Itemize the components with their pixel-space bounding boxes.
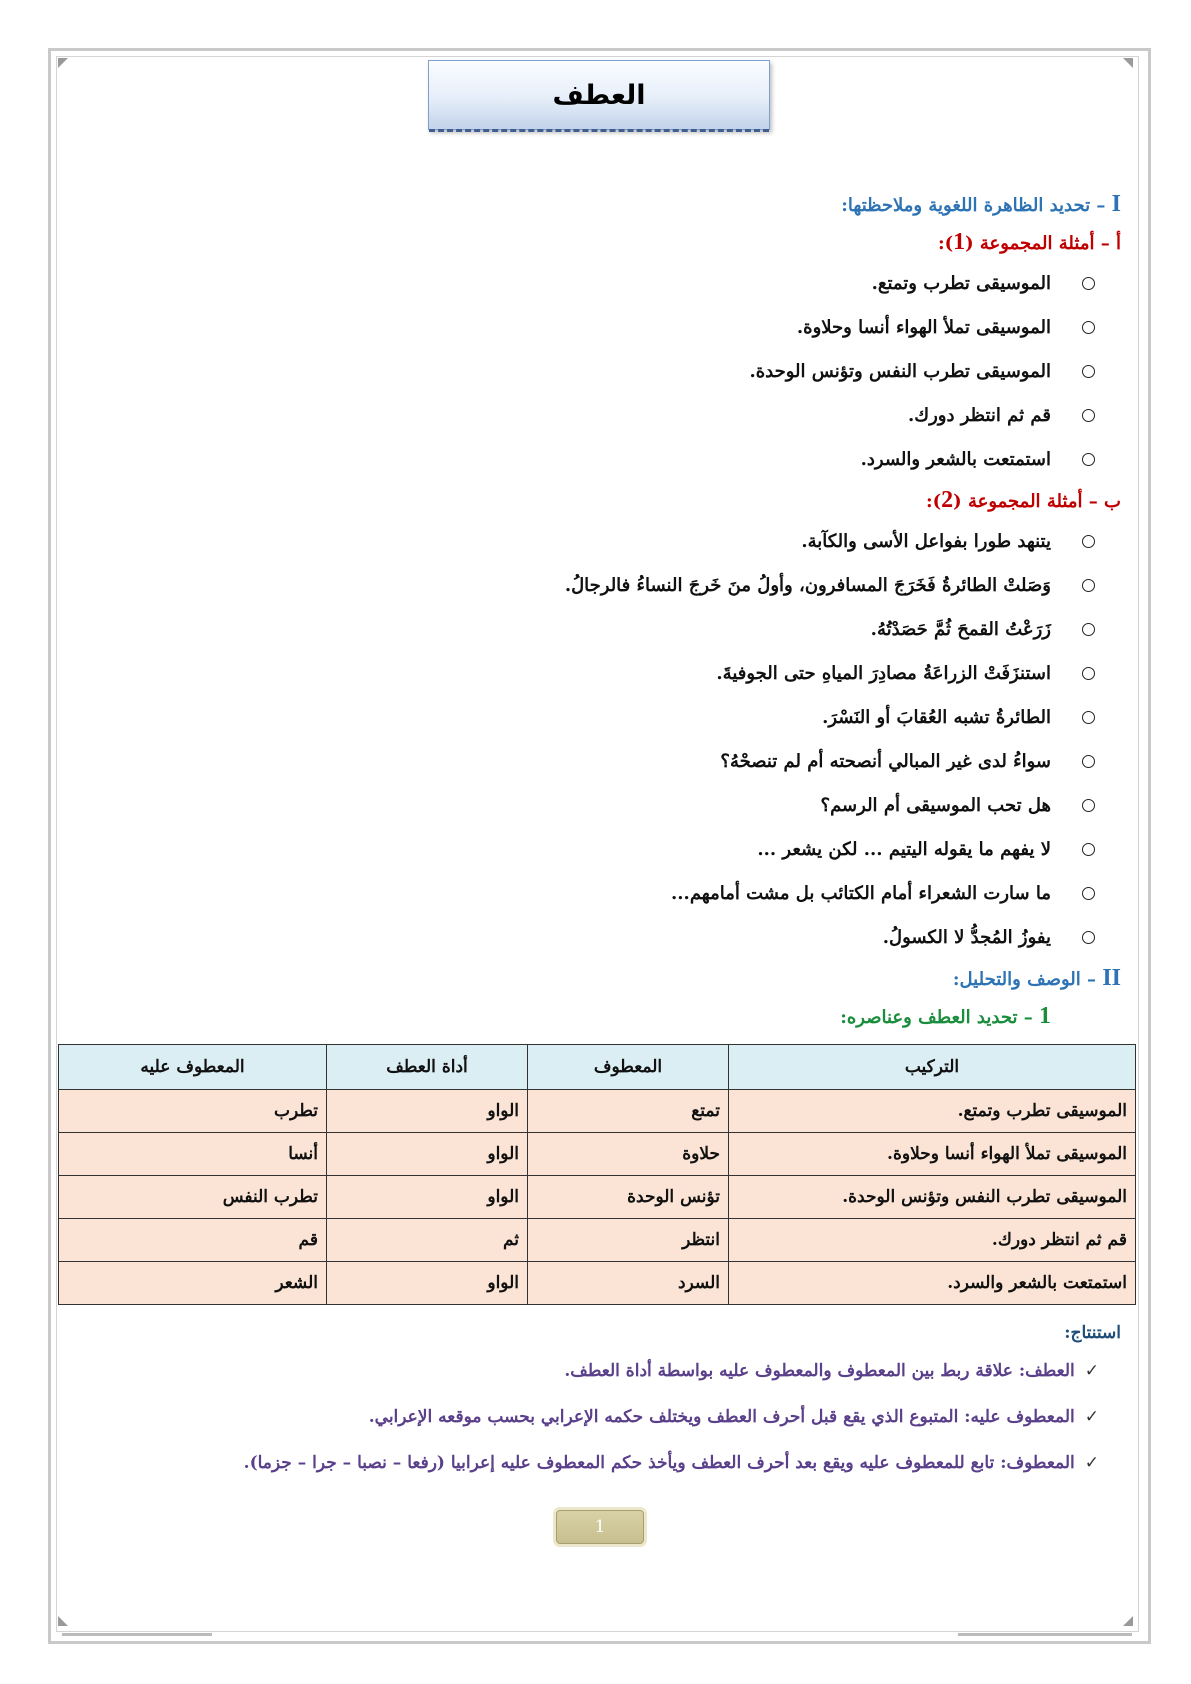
example-text: قم ثم انتظر دورك. xyxy=(907,405,1051,426)
example-item xyxy=(70,520,1095,564)
circle-bullet-icon xyxy=(1082,887,1095,900)
conclusion-list xyxy=(70,1348,1121,1486)
checkmark-icon: ✓ xyxy=(1084,1361,1099,1381)
circle-bullet-icon xyxy=(1082,409,1095,422)
example-text: الموسيقى تملأ الهواء أنسا وحلاوة. xyxy=(796,317,1051,338)
example-item xyxy=(70,916,1095,960)
table-cell: تؤنس الوحدة xyxy=(528,1176,729,1219)
table-cell: أنسا xyxy=(59,1133,327,1176)
group-label: أ – أمثلة المجموعة ( xyxy=(965,233,1121,254)
circle-bullet-icon xyxy=(1082,931,1095,944)
table-cell: قم xyxy=(59,1219,327,1262)
group-2-examples xyxy=(70,520,1121,960)
example-text: استمتعت بالشعر والسرد. xyxy=(860,449,1051,470)
group-1-heading xyxy=(70,224,1121,262)
conclusion-title: استنتاج: xyxy=(1064,1323,1121,1343)
page-number: 1 xyxy=(556,1510,644,1544)
example-text: استنزَفَتْ الزراعَةُ مصادِرَ المياهِ حتى الجوفيةَ. xyxy=(716,663,1051,684)
example-item xyxy=(70,740,1095,784)
circle-bullet-icon xyxy=(1082,755,1095,768)
column-header: المعطوف xyxy=(528,1045,729,1090)
example-text: يفوزُ المُجدُّ لا الكسولُ. xyxy=(882,927,1051,948)
group-2-heading xyxy=(70,482,1121,520)
group-number: 1 xyxy=(953,229,966,255)
subsection-number: 1 xyxy=(1039,1003,1051,1029)
example-text: لا يفهم ما يقوله اليتيم ... لكن يشعر ... xyxy=(757,839,1051,860)
section-2-heading xyxy=(70,960,1121,998)
analysis-table xyxy=(58,1044,1136,1305)
circle-bullet-icon xyxy=(1082,321,1095,334)
table-cell: الواو xyxy=(327,1090,528,1133)
group-label-end: ): xyxy=(937,233,954,254)
conclusion-item xyxy=(70,1440,1099,1486)
checkmark-icon: ✓ xyxy=(1084,1453,1099,1473)
subsection-label: – تحديد العطف وعناصره: xyxy=(840,1007,1039,1028)
conclusion-text: المعطوف: تابع للمعطوف عليه ويقع بعد أحرف العطف ويأخذ حكم المعطوف عليه إعرابيا (رفعا – نصبا – جرا – جزما). xyxy=(243,1453,1075,1473)
circle-bullet-icon xyxy=(1082,799,1095,812)
section-1-heading xyxy=(70,186,1121,224)
example-item xyxy=(70,608,1095,652)
example-text: الطائرةُ تشبه العُقابَ أو النَسْرَ. xyxy=(822,707,1051,728)
corner-ornament xyxy=(58,58,68,68)
table-cell: الموسيقى تملأ الهواء أنسا وحلاوة. xyxy=(729,1133,1136,1176)
table-row xyxy=(59,1133,1136,1176)
column-header: أداة العطف xyxy=(327,1045,528,1090)
circle-bullet-icon xyxy=(1082,623,1095,636)
column-header: المعطوف عليه xyxy=(59,1045,327,1090)
checkmark-icon: ✓ xyxy=(1084,1407,1099,1427)
footer-rule xyxy=(62,1633,212,1636)
example-item xyxy=(70,872,1095,916)
table-cell: الشعر xyxy=(59,1262,327,1305)
example-item xyxy=(70,306,1095,350)
table-cell: ثم xyxy=(327,1219,528,1262)
group-1-examples xyxy=(70,262,1121,482)
example-text: سواءُ لدى غير المبالي أنصحته أم لم تنصحْهُ؟ xyxy=(720,751,1051,772)
table-cell: انتظر xyxy=(528,1219,729,1262)
example-text: الموسيقى تطرب النفس وتؤنس الوحدة. xyxy=(749,361,1051,382)
circle-bullet-icon xyxy=(1082,667,1095,680)
corner-ornament xyxy=(58,1616,68,1626)
circle-bullet-icon xyxy=(1082,535,1095,548)
table-cell: الموسيقى تطرب وتمتع. xyxy=(729,1090,1136,1133)
table-cell: السرد xyxy=(528,1262,729,1305)
section-number: II xyxy=(1102,965,1121,991)
table-cell: تطرب xyxy=(59,1090,327,1133)
table-cell: الواو xyxy=(327,1133,528,1176)
example-text: هل تحب الموسيقى أم الرسم؟ xyxy=(820,795,1051,816)
example-text: الموسيقى تطرب وتمتع. xyxy=(871,273,1051,294)
section-label: – الوصف والتحليل: xyxy=(952,969,1103,990)
section-label: – تحديد الظاهرة اللغوية وملاحظتها: xyxy=(841,195,1112,216)
group-label: ب – أمثلة المجموعة ( xyxy=(953,491,1121,512)
circle-bullet-icon xyxy=(1082,365,1095,378)
table-row xyxy=(59,1176,1136,1219)
section-number: I xyxy=(1111,191,1121,217)
conclusion-text: المعطوف عليه: المتبوع الذي يقع قبل أحرف العطف ويختلف حكمه الإعرابي بحسب موقعه الإعرابي. xyxy=(368,1407,1075,1427)
table-header-row xyxy=(59,1045,1136,1090)
conclusion-item xyxy=(70,1394,1099,1440)
table-row xyxy=(59,1262,1136,1305)
table-cell: الموسيقى تطرب النفس وتؤنس الوحدة. xyxy=(729,1176,1136,1219)
table-body xyxy=(59,1090,1136,1305)
table-row xyxy=(59,1090,1136,1133)
example-item xyxy=(70,564,1095,608)
conclusion-block xyxy=(70,1318,1121,1486)
corner-ornament xyxy=(1123,1616,1133,1626)
example-item xyxy=(70,828,1095,872)
example-text: وَصَلتْ الطائرةُ فَخَرَجَ المسافرون، وأولُ منَ خَرجَ النساءُ فالرجالُ. xyxy=(564,575,1051,596)
table-cell: الواو xyxy=(327,1262,528,1305)
group-label-end: ): xyxy=(926,491,942,512)
example-item xyxy=(70,784,1095,828)
example-text: زَرَعْتُ القمحَ ثُمَّ حَصَدْتُهُ. xyxy=(870,619,1051,640)
table-cell: الواو xyxy=(327,1176,528,1219)
example-item xyxy=(70,438,1095,482)
corner-ornament xyxy=(1123,58,1133,68)
table-cell: حلاوة xyxy=(528,1133,729,1176)
example-text: ما سارت الشعراء أمام الكتائب بل مشت أمامهم... xyxy=(671,883,1051,904)
conclusion-text: العطف: علاقة ربط بين المعطوف والمعطوف عليه بواسطة أداة العطف. xyxy=(564,1361,1075,1381)
example-item xyxy=(70,696,1095,740)
conclusion-item xyxy=(70,1348,1099,1394)
table-cell: تطرب النفس xyxy=(59,1176,327,1219)
circle-bullet-icon xyxy=(1082,579,1095,592)
table-cell: قم ثم انتظر دورك. xyxy=(729,1219,1136,1262)
title-box xyxy=(428,60,770,130)
example-item xyxy=(70,652,1095,696)
example-item xyxy=(70,394,1095,438)
table-cell: استمتعت بالشعر والسرد. xyxy=(729,1262,1136,1305)
circle-bullet-icon xyxy=(1082,711,1095,724)
column-header: التركيب xyxy=(729,1045,1136,1090)
lesson-content xyxy=(70,186,1121,1036)
footer-rule xyxy=(958,1633,1132,1636)
group-number: 2 xyxy=(941,487,954,513)
circle-bullet-icon xyxy=(1082,277,1095,290)
example-item xyxy=(70,350,1095,394)
example-item xyxy=(70,262,1095,306)
circle-bullet-icon xyxy=(1082,843,1095,856)
example-text: يتنهد طورا بفواعل الأسى والكآبة. xyxy=(801,531,1051,552)
table-cell: تمتع xyxy=(528,1090,729,1133)
circle-bullet-icon xyxy=(1082,453,1095,466)
table-row xyxy=(59,1219,1136,1262)
page-title: العطف xyxy=(552,79,646,111)
subsection-1-heading xyxy=(70,998,1121,1036)
